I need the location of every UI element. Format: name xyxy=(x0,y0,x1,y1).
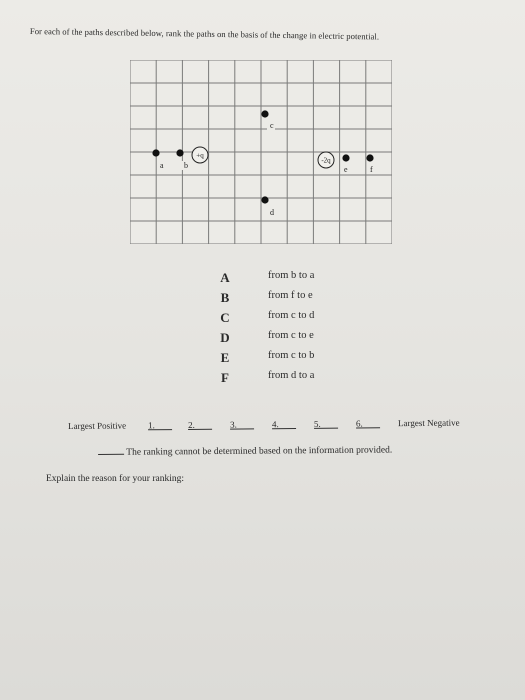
rank-blank[interactable] xyxy=(148,420,172,430)
positive-charge-label: +q xyxy=(196,151,204,160)
cannot-determine-blank[interactable] xyxy=(98,445,124,455)
rank-blank[interactable] xyxy=(188,420,212,430)
grid-svg xyxy=(130,60,392,244)
rank-blank[interactable] xyxy=(314,419,338,429)
point-d-label: d xyxy=(270,208,274,217)
point-d-dot xyxy=(261,196,268,203)
cannot-determine-option xyxy=(98,442,392,458)
point-b-dot xyxy=(176,149,183,156)
path-letter: B xyxy=(220,290,230,305)
rank-number: 1. xyxy=(147,420,155,431)
path-description: from f to e xyxy=(268,290,313,301)
point-f-dot xyxy=(366,154,373,161)
rank-number: 6. xyxy=(355,418,363,429)
path-letter: E xyxy=(220,350,230,365)
rank-number: 5. xyxy=(313,418,321,429)
cannot-determine-text: The ranking cannot be determined based on the information provided. xyxy=(126,445,393,458)
path-item-b xyxy=(214,290,414,310)
instructions-title: For each of the paths described below, rank the paths on the basis of the change in electric potential. xyxy=(29,26,380,42)
path-description: from c to d xyxy=(268,310,315,321)
rank-number: 4. xyxy=(271,419,279,430)
path-description: from d to a xyxy=(268,370,315,381)
explain-prompt: Explain the reason for your ranking: xyxy=(46,474,184,484)
rank-blank[interactable] xyxy=(356,418,380,428)
rank-number: 2. xyxy=(187,419,195,430)
path-letter: D xyxy=(220,330,230,345)
path-letter: A xyxy=(220,270,230,285)
path-item-f xyxy=(214,370,414,390)
rank-blank[interactable] xyxy=(230,419,254,429)
largest-negative-label: Largest Negative xyxy=(397,417,460,429)
point-e-dot xyxy=(342,154,349,161)
point-b-label: b xyxy=(184,161,188,170)
rank-number: 3. xyxy=(229,419,237,430)
path-letter: F xyxy=(221,370,229,385)
charge-grid-diagram xyxy=(130,60,392,244)
point-c-label: c xyxy=(270,121,274,130)
point-c-dot xyxy=(261,110,268,117)
path-letter: C xyxy=(220,310,230,325)
path-item-a xyxy=(214,270,414,290)
rank-blank[interactable] xyxy=(272,419,296,429)
point-e-label: e xyxy=(344,165,348,174)
path-item-c xyxy=(214,310,414,330)
largest-positive-label: Largest Positive xyxy=(68,420,127,431)
point-a-label: a xyxy=(160,161,164,170)
negative-charge-label: -2q xyxy=(321,156,331,165)
point-a-dot xyxy=(152,149,159,156)
path-item-d xyxy=(214,330,414,350)
path-description: from b to a xyxy=(268,270,315,281)
path-item-e xyxy=(214,350,414,370)
point-f-label: f xyxy=(370,165,373,174)
path-description: from c to b xyxy=(268,350,315,361)
path-description: from c to e xyxy=(268,330,314,341)
ranking-line xyxy=(68,417,488,431)
